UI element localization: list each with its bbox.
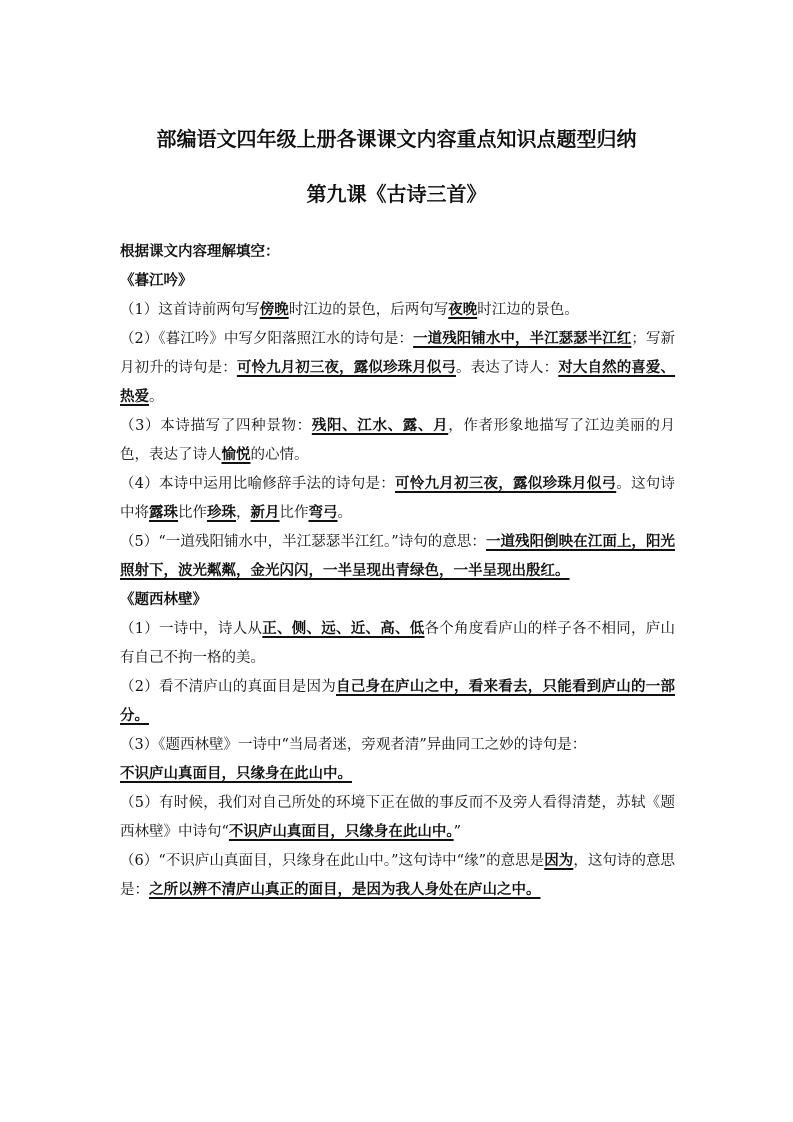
question-text: 时江边的景色，后两句写 — [288, 302, 449, 318]
poem1-question-3 — [120, 412, 675, 470]
answer: 对大自然的喜爱、热爱 — [120, 360, 676, 405]
poem1-question-5 — [120, 528, 675, 586]
question-text: 比作 — [279, 505, 309, 521]
question-text: 时江边的景色。 — [477, 302, 579, 318]
answer: 可怜九月初三夜，露似珍珠月似弓 — [236, 360, 456, 376]
answer: 残阳、江水、露、月 — [311, 418, 449, 434]
poem2-question-1 — [120, 615, 675, 673]
answer: 露珠 — [149, 505, 178, 521]
question-text: ，这句诗的意思是： — [120, 853, 676, 898]
question-text: 的心情。 — [250, 447, 309, 463]
question-text: （5）“一道残阳铺水中，半江瑟瑟半江红。”诗句的意思： — [120, 534, 486, 550]
question-text: （6）“不识庐山真面目，只缘身在此山中。”这句诗中“缘”的意思是 — [120, 853, 545, 869]
answer: 之所以辨不清庐山真正的面目，是因为我人身处在庐山之中。 — [149, 882, 541, 898]
answer: 弯弓 — [308, 505, 338, 521]
question-text: 。 — [149, 389, 164, 405]
poem1-question-2 — [120, 325, 675, 412]
answer: 一道残阳倒映在江面上，阳光照射下，波光粼粼，金光闪闪，一半呈现出青绿色，一半呈现出殷红。 — [120, 534, 675, 579]
question-text: （3）本诗描写了四种景物： — [120, 418, 312, 434]
answer: 珍珠 — [207, 505, 236, 521]
document-title: 部编语文四年级上册各课课文内容重点知识点题型归纳 — [156, 127, 637, 151]
answer: 一道残阳铺水中，半江瑟瑟半江红 — [413, 331, 632, 347]
question-text: 。这句诗中将 — [120, 476, 676, 521]
question-text: （1）这首诗前两句写 — [120, 302, 260, 318]
poem1-heading: 《暮江吟》 — [120, 273, 193, 289]
question-text: （4）本诗中运用比喻修辞手法的诗句是： — [120, 476, 395, 492]
poem2-question-2 — [120, 673, 675, 731]
answer: 可怜九月初三夜，露似珍珠月似弓 — [394, 476, 617, 492]
answer: 不识庐山真面目，只缘身在此山中。 — [228, 824, 454, 840]
question-text: 。 — [337, 505, 352, 521]
poem1-question-1 — [120, 296, 675, 325]
question-text: ；写新月初升的诗句是： — [120, 331, 675, 376]
lesson-title: 第九课《古诗三首》 — [306, 182, 487, 206]
answer: 新月 — [250, 505, 280, 521]
poem1-question-4 — [120, 470, 675, 528]
poem2-question-3 — [120, 731, 675, 789]
poem2-question-6 — [120, 847, 675, 905]
answer: 夜晚 — [448, 302, 478, 318]
question-text: ” — [453, 824, 462, 840]
question-text: 。表达了诗人： — [456, 360, 559, 376]
poem2-heading: 《题西林壁》 — [120, 592, 207, 608]
poem2-question-5 — [120, 789, 675, 847]
answer: 傍晚 — [259, 302, 289, 318]
document-body — [120, 238, 675, 905]
question-text: （2）《暮江吟》中写夕阳落照江水的诗句是： — [120, 331, 414, 347]
question-text: （5）有时候，我们对自己所处的环境下正在做的事反而不及旁人看得清楚，苏轼《题西林壁》中诗句“ — [120, 795, 675, 840]
question-text: （3）《题西林壁》一诗中“当局者迷，旁观者清”异曲同工之妙的诗句是： — [120, 737, 587, 753]
answer: 不识庐山真面目，只缘身在此山中。 — [120, 766, 352, 782]
question-text: 各个角度看庐山的样子各不相同，庐山有自己不拘一格的美。 — [120, 621, 676, 666]
question-text: ，作者形象地描写了江边美丽的月色，表达了诗人 — [120, 418, 676, 463]
answer: 愉悦 — [221, 447, 251, 463]
instruction-line: 根据课文内容理解填空： — [120, 244, 280, 260]
question-text: （1）一诗中，诗人从 — [120, 621, 263, 637]
question-text: ， — [236, 505, 251, 521]
answer: 因为 — [544, 853, 574, 869]
answer: 正、侧、远、近、高、低 — [262, 621, 425, 637]
answer: 自己身在庐山之中，看来看去，只能看到庐山的一部分。 — [120, 679, 675, 724]
question-text: （2）看不清庐山的真面目是因为 — [120, 679, 336, 695]
question-text: 比作 — [178, 505, 207, 521]
